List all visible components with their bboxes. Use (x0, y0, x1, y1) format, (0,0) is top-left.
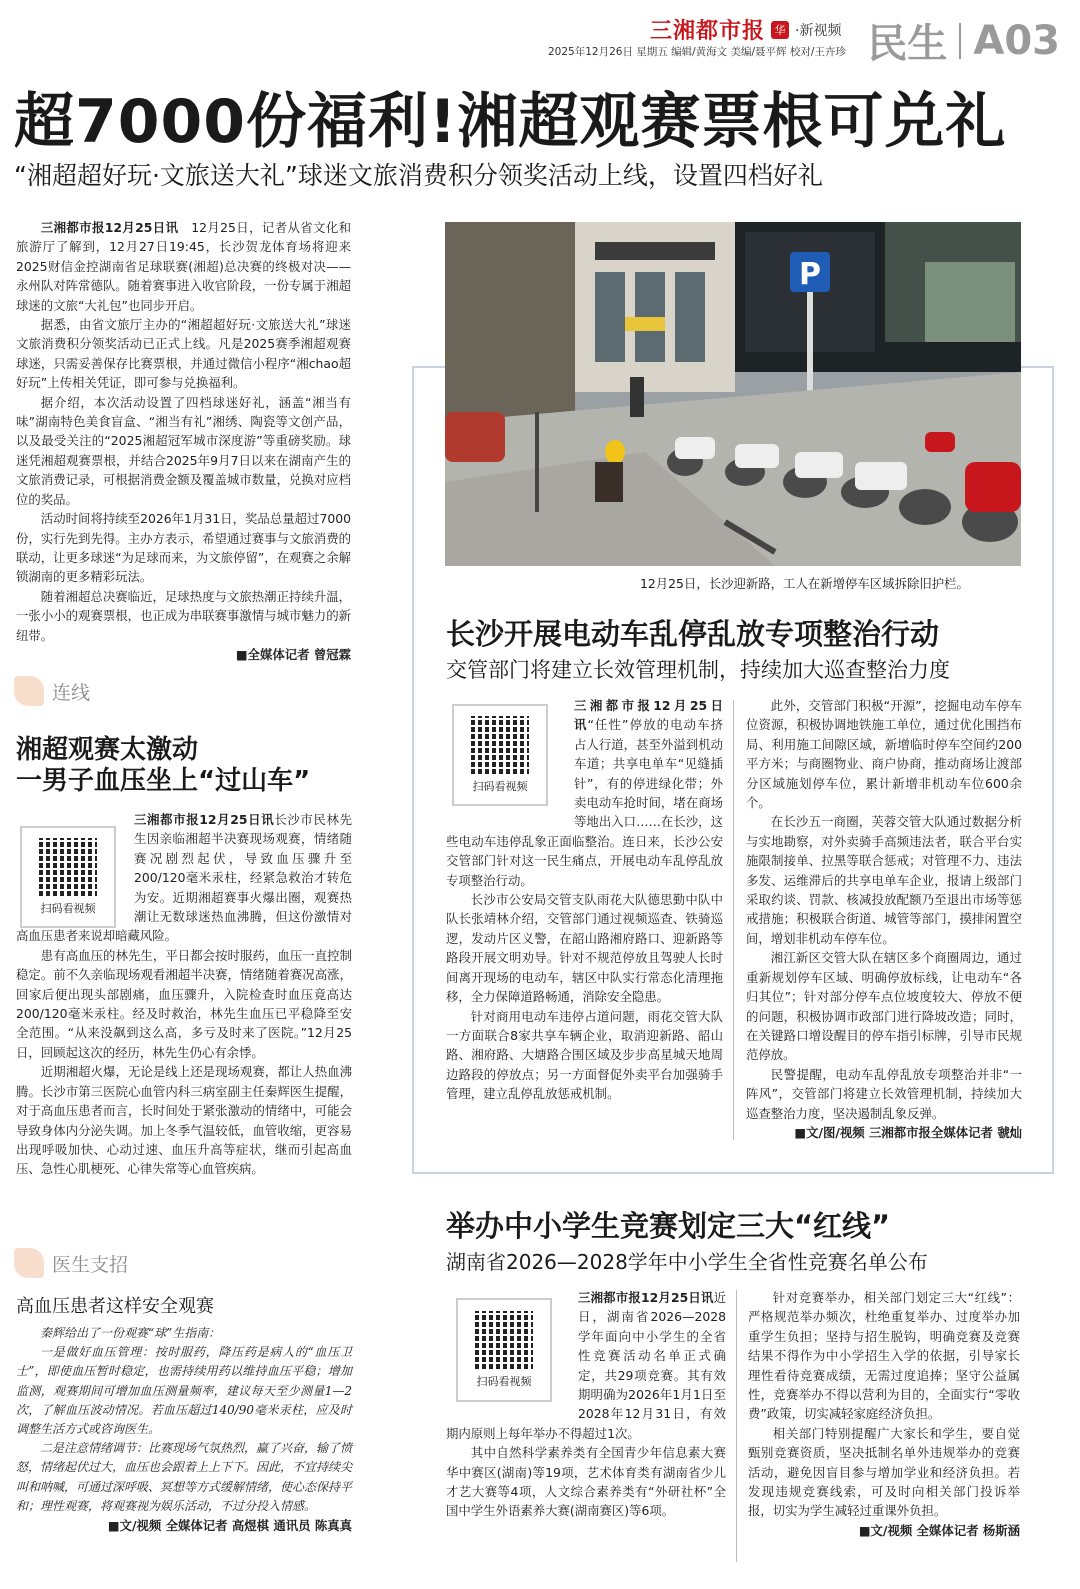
newspaper-name: 三湘都市报 (650, 18, 766, 44)
main-headline: 超7000份福利!湘超观赛票根可兑礼 (14, 87, 1007, 157)
ebike-subtitle: 交管部门将建立长效管理机制，持续加大巡查整治力度 (446, 658, 950, 682)
paragraph: 相关部门特别提醒广大家长和学生，要自觉甄别竞赛资质，坚决抵制名单外违规举办的竞赛活动，避免因盲目参与增加学业和经济负担。若发现违规竞赛线索，可及时向相关部门投诉举报，切实为学生减轻过重课外负担。 (748, 1425, 1020, 1519)
street-scene-image (445, 222, 1021, 566)
paragraph: 湘江新区交管大队在辖区多个商圈周边，通过重新规划停车区域、明确停放标线，让电动车“各归其位”；针对部分停车点位坡度较大、停放不便的问题，积极协调市政部门进行降坡改造；同时，在关键路口增设醒目的停车指引标牌，引导市民规范停放。 (746, 950, 1022, 1063)
qr-float-space (446, 696, 574, 830)
paragraph-text: 12月25日，记者从省文化和旅游厅了解到，12月27日19:45，长沙贺龙体育场将迎来2025财信金控湖南省足球联赛(湘超)总决赛的终极对决——永州队对阵常德队。随着赛事进入收官阶段，一份专属于湘超球迷的文旅“大礼包”也同步开启。 (16, 220, 351, 313)
column-divider (736, 1290, 737, 1562)
paragraph: 在长沙五一商圈，芙蓉交管大队通过数据分析与实地勘察，对外卖骑手高频违法者，联合平台实施限制接单、拉黑等联合惩戒；对管理不力、违法多发、运维滞后的共享电单车企业，报请上级部门采取约谈、罚款、核减投放配额乃至退出市场等惩戒措施；积极联合街道、城管等部门，摸排闲置空间，增划非机动车停车位。 (746, 814, 1022, 946)
ebike-col-2 (746, 696, 1022, 1142)
page-number: A03 (973, 17, 1060, 64)
lead-paragraph (16, 218, 351, 315)
dateline-lead: 三湘都市报12月25日讯 (574, 698, 723, 733)
lianxian-title-1: 湘超观赛太激动 (16, 735, 199, 765)
paragraph: 长沙市公安局交管支队雨花大队德思勤中队中队长张靖林介绍，交管部门通过视频巡查、铁骑巡逻，发动片区义警，在韶山路湘府路口、迎新路等路段开展文明劝导。针对不规范停放且驾驶人长时间离开现场的电动车，辖区中队实行常态化清理拖移，全力保障道路畅通，消除安全隐患。 (446, 892, 723, 1005)
street-photo (445, 222, 1021, 566)
paragraph: 据悉，由省文旅厅主办的“湘超超好玩·文旅送大礼”球迷文旅消费积分领奖活动已正式上线。凡是2025赛季湘超观赛球迷，只需妥善保存比赛票根，并通过微信小程序“湘chao超好玩”上传相关凭证，即可参与兑换福利。 (16, 317, 351, 391)
paragraph: 活动时间将持续至2026年1月31日，奖品总量超过7000份，实行先到先得。主办方表示，希望通过赛事与文旅消费的联动，让更多球迷“为足球而来，为文旅停留”，在观赛之余解锁湖南的更多精彩玩法。 (16, 511, 351, 585)
lianxian-title-2: 一男子血压坐上“过山车” (16, 766, 311, 796)
paragraph: 一是做好血压管理：按时服药，降压药是病人的“血压卫士”，即使血压暂时稳定，也需持续用药以维持血压平稳；增加监测，观赛期间可增加血压测量频率，建议每天至少测量1—2次，了解血压波动情况。若血压超过140/90毫米汞柱，应及时调整生活方式或咨询医生。 (16, 1345, 352, 1437)
main-subheadline: “湘超超好玩·文旅送大礼”球迷文旅消费积分领奖活动上线，设置四档好礼 (14, 161, 823, 190)
qr-float-space (446, 1288, 578, 1422)
contest-subtitle: 湖南省2026—2028学年中小学生全省性竞赛名单公布 (446, 1250, 928, 1274)
paragraph: 随着湘超总决赛临近，足球热度与文旅热潮正持续升温，一张小小的观赛票根，也正成为串联赛事激情与城市魅力的新纽带。 (16, 588, 351, 643)
paragraph-text: 长沙市民林先生因亲临湘超半决赛现场观赛，情绪随赛况剧烈起伏，导致血压骤升至200/120毫米汞柱，经紧急救治才转危为安。近期湘超赛事火爆出圈，观赛热潮让无数球迷热血沸腾，但这份激情对高血压患者来说却暗藏风险。 (16, 812, 352, 944)
paragraph: 民警提醒，电动车乱停乱放专项整治并非“一阵风”，交管部门将建立长效管理机制，持续加大巡查整治力度，坚决遏制乱象反弹。 (746, 1066, 1022, 1121)
qr-label: 扫码看视频 (472, 780, 528, 793)
section-tag (867, 12, 1060, 69)
qr-label: 扫码看视频 (40, 902, 96, 915)
paragraph-text: “任性”停放的电动车挤占人行道，甚至外溢到机动车道；共享电单车“见缝插针”，有的停进绿化带；外卖电动车抢时间，堵在商场等地出入口……在长沙，这些电动车违停乱象正面临整治。连日来，长沙公安交管部门针对这一民生痛点，开展电动车乱停乱放专项整治行动。 (446, 717, 724, 888)
parking-sign-letter: P (799, 257, 821, 292)
lianxian-body (16, 810, 352, 1179)
paragraph: 针对竞赛举办，相关部门划定三大“红线”：严格规范举办频次，杜绝重复举办、过度举办加重学生负担；坚持与招生脱钩，明确竞赛及竞赛结果不得作为中小学招生入学的依据，引导家长理性看待竞赛成绩，无需过度追捧；坚守公益属性，竞赛举办不得以营利为目的，全面实行“零收费”政策，切实减轻家庭经济负担。 (748, 1290, 1020, 1422)
paragraph: 据介绍，本次活动设置了四档球迷好礼，涵盖“湘当有味”湖南特色美食盲盒、“湘当有礼”湘绣、陶瓷等文创产品，以及最受关注的“2025湘超冠军城市深度游”等重磅奖励。球迷凭湘超观赛票根，并结合2025年9月7日以来在湖南产生的文旅消费记录，可根据消费金额及覆盖城市数量，兑换对应档位的奖品。 (16, 394, 351, 507)
lead-article (16, 218, 351, 664)
dateline-lead: 三湘都市报12月25日讯 (134, 812, 275, 827)
byline: ■文/视频 全媒体记者 高煜棋 通讯员 陈真真 (107, 1518, 352, 1534)
photo-caption: 12月25日，长沙迎新路，工人在新增停车区域拆除旧护栏。 (640, 576, 969, 591)
paragraph: 患有高血压的林先生，平日都会按时服药，血压一直控制稳定。前不久亲临现场观看湘超半决赛，情绪随着赛况高涨，回家后便出现头部剧痛，血压骤升，入院检查时血压竟高达200/120毫米汞柱。经及时救治，林先生血压已平稳降至安全范围。“从来没飙到这么高，多亏及时来了医院。”12月25日，回顾起这次的经历，林先生仍心有余悸。 (16, 947, 352, 1060)
paragraph: 二是注意情绪调节：比赛现场气氛热烈，赢了兴奋，输了愤怒，情绪起伏过大，血压也会跟着上上下下。因此，不宜持续尖叫和呐喊，可通过深呼吸、冥想等方式缓解情绪，使心态保持平和；理性观赛，将观赛视为娱乐活动，不过分投入情感。 (16, 1441, 353, 1513)
newspaper-logo-icon: 华 (771, 21, 789, 39)
dateline-lead: 三湘都市报12月25日讯 (40, 220, 179, 235)
byline: ■文/视频 全媒体记者 杨斯涵 (858, 1522, 1020, 1538)
tag-label: 连线 (52, 681, 91, 704)
dateline-lead: 三湘都市报12月25日讯 (578, 1290, 714, 1305)
doctor-title: 高血压患者这样安全观赛 (16, 1296, 214, 1317)
ebike-title: 长沙开展电动车乱停乱放专项整治行动 (446, 617, 940, 651)
speech-bubble-icon (14, 676, 44, 706)
video-brand: ·新视频 (795, 22, 842, 39)
doctor-article (16, 1324, 352, 1535)
ebike-col-1 (446, 696, 723, 1104)
section-name: 民生 (867, 21, 948, 67)
paragraph-text: 近日，湖南省2026—2028学年面向中小学生的全省性竞赛活动名单正式确定，共29项竞赛。其有效期明确为2026年1月1日至2028年12月31日，有效期内原则上每年举办不得超过1次。 (446, 1290, 726, 1441)
contest-col-1 (446, 1288, 726, 1521)
dateline: 2025年12月26日 星期五 编辑/黄海文 美编/聂平辉 校对/王卉珍 (548, 46, 846, 58)
paragraph: 针对商用电动车违停占道问题，雨花交管大队一方面联合8家共享车辆企业，取消迎新路、韶山路、湘府路、大塘路合围区域及步步高星城天地周边路段的停放点；另一方面督促外卖平台加强骑手管理，建立乱停乱放惩戒机制。 (446, 1008, 723, 1102)
paragraph: 秦辉给出了一份观赛“球”生指南： (40, 1326, 221, 1340)
qr-float-space (16, 810, 134, 926)
doctor-tag (14, 1248, 128, 1278)
section-divider (959, 23, 961, 59)
speech-bubble-icon (14, 1248, 44, 1278)
lianxian-tag (14, 676, 90, 706)
contest-col-2 (748, 1288, 1020, 1540)
paragraph: 其中自然科学素养类有全国青少年信息素大赛华中赛区(湖南)等19项，艺术体育类有湖南省少儿才艺大赛等4项，人文综合素养类有“外研社杯”全国中学生外语素养大赛(湖南赛区)等6项。 (446, 1445, 726, 1519)
paragraph: 近期湘超火爆，无论是线上还是现场观赛，都让人热血沸腾。长沙市第三医院心血管内科三病室副主任秦辉医生提醒，对于高血压患者而言，长时间处于紧张激动的情绪中，可能会导致身体内分泌失调。加上冬季气温较低，血管收缩，更容易出现呼吸加快、心动过速、血压升高等症状，继而引起高血压、急性心肌梗死、心律失常等心血管疾病。 (16, 1064, 352, 1177)
byline: ■全媒体记者 曾冠霖 (235, 646, 351, 662)
masthead (650, 14, 841, 45)
column-divider (733, 700, 734, 1140)
byline: ■文/图/视频 三湘都市报全媒体记者 虢灿 (794, 1124, 1022, 1140)
tag-label: 医生支招 (52, 1253, 129, 1276)
paragraph: 此外，交管部门积极“开源”，挖掘电动车停车位资源，积极协调地铁施工单位，通过优化围挡布局、利用施工间隙区域，新增临时停车空间约200平方米；与商圈物业、商户协商，推动商场让渡部分区域施划停车位，累计新增非机动车位600余个。 (746, 698, 1022, 811)
contest-title: 举办中小学生竞赛划定三大“红线” (446, 1209, 891, 1243)
qr-label: 扫码看视频 (476, 1375, 532, 1388)
